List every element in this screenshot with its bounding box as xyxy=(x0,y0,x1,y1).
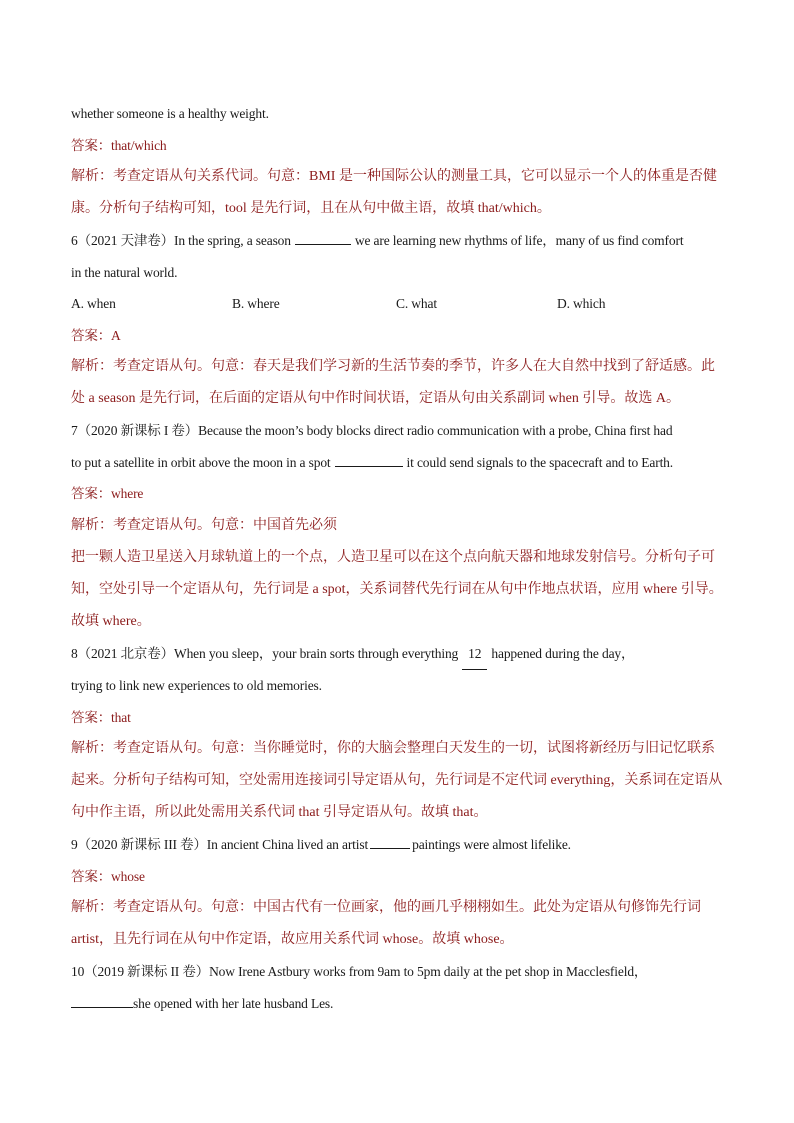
q6-stem-line-1 xyxy=(71,225,723,257)
q9-analysis-line-1: 解析：考查定语从句。句意：中国古代有一位画家，他的画几乎栩栩如生。此处为定语从句修饰先行词 xyxy=(71,900,701,915)
q6-option-b: B. where xyxy=(232,296,280,311)
q8-answer: 答案：that xyxy=(71,709,131,725)
q6-answer-blank xyxy=(295,230,351,245)
q8-analysis-line-2: 起来。分析句子结构可知，空处需用连接词引导定语从句，先行词是不定代词 everything，关系词在定语从 xyxy=(71,773,723,788)
q6-answer: 答案：A xyxy=(71,327,121,343)
q10-answer-blank xyxy=(71,993,133,1008)
q6-analysis-line-1: 解析：考查定语从句。句意：春天是我们学习新的生活节奏的季节，许多人在大自然中找到了舒适感。此 xyxy=(71,359,715,374)
q9-analysis xyxy=(71,892,723,956)
q8-blank-number: 12 xyxy=(468,645,482,661)
q6-option-a: A. when xyxy=(71,296,116,311)
q5-stem-tail: whether someone is a healthy weight. xyxy=(71,106,269,121)
q8-stem-line-1 xyxy=(71,638,723,671)
q9-stem xyxy=(71,829,723,861)
q6-options xyxy=(71,288,723,320)
q7-stem-after-blank: it could send signals to the spacecraft and to Earth. xyxy=(406,454,673,470)
q7-answer-blank xyxy=(335,452,403,467)
q9-stem-after-blank: paintings were almost lifelike. xyxy=(412,837,571,852)
q8-stem-line-2: trying to link new experiences to old memories. xyxy=(71,678,322,693)
q8-stem-after-blank: happened during the day， xyxy=(491,645,635,661)
q8-analysis-line-3: 句中作主语，所以此处需用关系代词 that 引导定语从句。故填 that。 xyxy=(71,805,488,820)
q7-answer: 答案：where xyxy=(71,486,144,501)
q6-analysis-line-2: 处 a season 是先行词，在后面的定语从句中作时间状语，定语从句由关系副词 when 引导。故选 A。 xyxy=(71,391,680,406)
q7-stem-before-blank: to put a satellite in orbit above the moon in a spot xyxy=(71,454,331,470)
q10-stem-line-2 xyxy=(71,988,723,1020)
q7-analysis-line-3: 知，空处引导一个定语从句，先行词是 a spot，关系词替代先行词在从句中作地点状语，应用 where 引导。 xyxy=(71,581,723,597)
q7-analysis xyxy=(71,510,723,638)
q6-stem-after-blank: we are learning new rhythms of life，many of us find comfort xyxy=(354,233,684,248)
q10-stem-after-blank: she opened with her late husband Les. xyxy=(133,995,334,1011)
q9-answer: 答案：whose xyxy=(71,868,145,884)
q7-analysis-line-2: 把一颗人造卫星送入月球轨道上的一个点，人造卫星可以在这个点向航天器和地球发射信号。分析句子可 xyxy=(71,549,715,565)
q5-analysis xyxy=(71,161,723,225)
q6-option-c: C. what xyxy=(396,296,437,311)
q6-stem-before-blank: 6（2021 天津卷）In the spring, a season xyxy=(71,233,291,248)
q5-analysis-line-1: 解析：考查定语从句关系代词。句意：BMI 是一种国际公认的测量工具，它可以显示一个人的体重是否健 xyxy=(71,169,717,184)
q8-stem-before-blank: 8（2021 北京卷）When you sleep，your brain sorts through everything xyxy=(71,645,459,661)
q5-answer: 答案：that/which xyxy=(71,137,167,153)
document-page xyxy=(71,98,723,1019)
q8-analysis xyxy=(71,733,723,829)
q8-analysis-line-1: 解析：考查定语从句。句意：当你睡觉时，你的大脑会整理白天发生的一切，试图将新经历与旧记忆联系 xyxy=(71,741,715,756)
q7-stem-line-1: 7（2020 新课标 I 卷）Because the moon’s body blocks direct radio communication with a probe, China first had xyxy=(71,423,673,438)
q7-stem-line-2 xyxy=(71,447,723,479)
q10-stem-line-1: 10（2019 新课标 II 卷）Now Irene Astbury works from 9am to 5pm daily at the pet shop in Macclesfield， xyxy=(71,964,648,979)
q5-analysis-line-2: 康。分析句子结构可知，tool 是先行词，且在从句中做主语，故填 that/which。 xyxy=(71,201,551,216)
q9-answer-blank xyxy=(370,834,410,849)
q7-analysis-line-4: 故填 where。 xyxy=(71,613,151,629)
q9-analysis-line-2: artist，且先行词在从句中作定语，故应用关系代词 whose。故填 whose。 xyxy=(71,932,514,947)
q6-stem-line-2: in the natural world. xyxy=(71,264,178,280)
q9-stem-before-blank: 9（2020 新课标 III 卷）In ancient China lived an artist xyxy=(71,837,369,852)
q6-option-d: D. which xyxy=(557,296,606,311)
q7-analysis-line-1: 解析：考查定语从句。句意：中国首先必须 xyxy=(71,517,337,533)
q6-analysis xyxy=(71,351,723,415)
q8-answer-blank xyxy=(462,638,487,671)
